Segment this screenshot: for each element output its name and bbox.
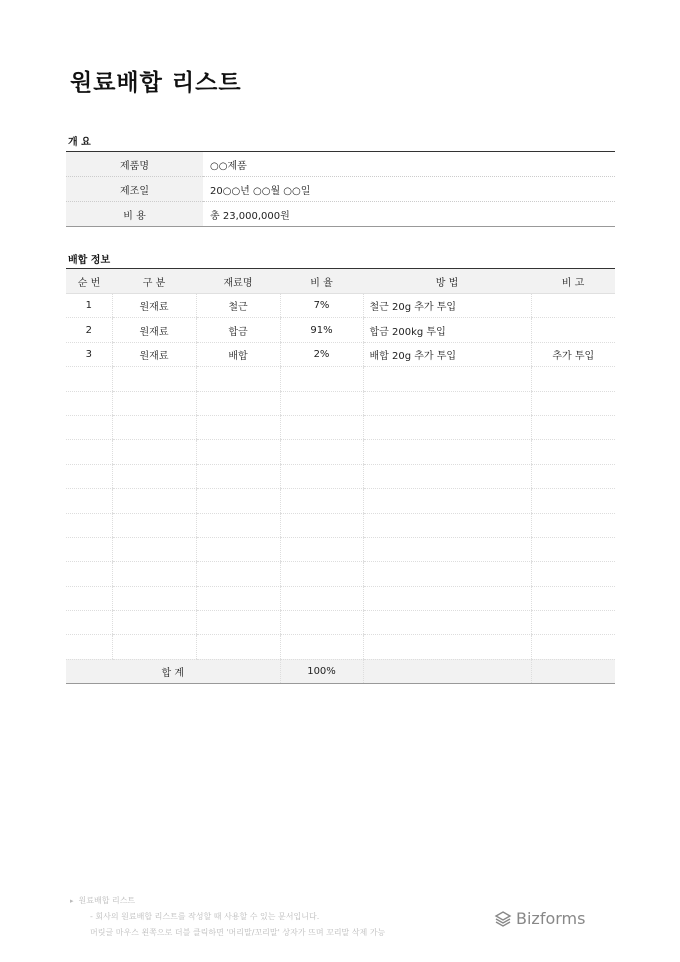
overview-section-title: 개 요 — [68, 137, 91, 148]
table-cell — [112, 537, 196, 561]
mix-header-row — [66, 269, 615, 294]
table-cell — [531, 562, 615, 586]
table-cell — [196, 464, 280, 488]
table-cell — [66, 415, 112, 439]
table-cell — [280, 562, 363, 586]
table-cell — [280, 464, 363, 488]
empty-table-row — [66, 464, 615, 488]
table-cell — [363, 415, 531, 439]
table-cell: 추가 투입 — [531, 342, 615, 366]
total-empty-cell — [531, 659, 615, 683]
table-cell — [196, 489, 280, 513]
stacked-layers-icon — [494, 910, 512, 928]
table-cell — [66, 635, 112, 659]
empty-table-row — [66, 415, 615, 439]
table-cell — [196, 586, 280, 610]
empty-table-row — [66, 391, 615, 415]
table-cell — [363, 489, 531, 513]
table-cell — [196, 440, 280, 464]
table-cell — [66, 537, 112, 561]
table-cell — [531, 489, 615, 513]
table-cell — [280, 440, 363, 464]
table-cell: 원재료 — [112, 294, 196, 318]
logo-text: Bizforms — [516, 909, 586, 928]
empty-table-row — [66, 635, 615, 659]
table-cell — [363, 562, 531, 586]
empty-table-row — [66, 367, 615, 391]
table-row — [66, 318, 615, 342]
footer-title — [70, 895, 135, 906]
empty-table-row — [66, 537, 615, 561]
table-cell — [112, 586, 196, 610]
empty-table-row — [66, 513, 615, 537]
table-cell — [196, 611, 280, 635]
footer-hint: 머릿글 마우스 왼쪽으로 더블 클릭하면 '머리말/꼬리말' 상자가 뜨며 꼬리말 삭제 가능 — [90, 928, 386, 937]
empty-table-row — [66, 586, 615, 610]
table-cell: 철근 20g 추가 투입 — [363, 294, 531, 318]
mix-table — [66, 268, 615, 684]
table-cell: 배합 20g 추가 투입 — [363, 342, 531, 366]
table-cell — [196, 537, 280, 561]
overview-row — [66, 177, 615, 202]
table-cell — [363, 611, 531, 635]
table-cell — [66, 367, 112, 391]
table-cell — [66, 464, 112, 488]
header-order: 순 번 — [66, 269, 112, 294]
table-cell — [363, 513, 531, 537]
table-cell — [531, 391, 615, 415]
table-cell — [112, 464, 196, 488]
table-cell — [112, 489, 196, 513]
table-cell — [531, 415, 615, 439]
table-cell — [196, 635, 280, 659]
overview-label: 제품명 — [66, 152, 203, 177]
overview-row — [66, 202, 615, 227]
table-cell — [531, 513, 615, 537]
total-label: 합 계 — [66, 659, 280, 683]
total-row — [66, 659, 615, 683]
table-cell — [196, 391, 280, 415]
table-cell — [66, 611, 112, 635]
overview-label: 제조일 — [66, 177, 203, 202]
table-cell — [280, 489, 363, 513]
table-cell — [363, 391, 531, 415]
table-cell — [66, 489, 112, 513]
table-cell — [363, 586, 531, 610]
table-cell — [196, 562, 280, 586]
table-cell — [531, 635, 615, 659]
table-cell — [531, 440, 615, 464]
table-cell: 7% — [280, 294, 363, 318]
table-cell: 합금 — [196, 318, 280, 342]
table-cell — [112, 611, 196, 635]
table-cell — [280, 611, 363, 635]
table-cell — [196, 513, 280, 537]
overview-value: 20○○년 ○○월 ○○일 — [203, 177, 615, 202]
table-cell — [112, 562, 196, 586]
empty-table-row — [66, 489, 615, 513]
table-cell — [112, 513, 196, 537]
table-cell — [280, 635, 363, 659]
empty-table-row — [66, 440, 615, 464]
table-cell — [196, 415, 280, 439]
table-cell — [280, 391, 363, 415]
table-cell — [66, 562, 112, 586]
table-cell — [112, 367, 196, 391]
table-row — [66, 294, 615, 318]
footer-desc: - 회사의 원료배합 리스트를 작성할 때 사용할 수 있는 문서입니다. — [90, 912, 320, 921]
table-cell — [531, 586, 615, 610]
table-cell: 원재료 — [112, 318, 196, 342]
table-cell — [363, 367, 531, 391]
table-cell: 배합 — [196, 342, 280, 366]
table-cell — [531, 611, 615, 635]
table-cell — [196, 367, 280, 391]
table-cell: 1 — [66, 294, 112, 318]
table-cell — [531, 537, 615, 561]
table-cell: 3 — [66, 342, 112, 366]
table-cell — [66, 586, 112, 610]
table-cell — [112, 415, 196, 439]
page-title: 원료배합 리스트 — [70, 70, 242, 96]
table-cell — [280, 537, 363, 561]
table-cell: 합금 200kg 투입 — [363, 318, 531, 342]
overview-row — [66, 152, 615, 177]
header-ratio: 비 율 — [280, 269, 363, 294]
table-cell — [363, 464, 531, 488]
table-cell — [66, 513, 112, 537]
table-cell — [531, 464, 615, 488]
overview-table — [66, 151, 615, 227]
header-method: 방 법 — [363, 269, 531, 294]
total-value: 100% — [280, 659, 363, 683]
table-cell: 철근 — [196, 294, 280, 318]
table-cell: 91% — [280, 318, 363, 342]
overview-value: ○○제품 — [203, 152, 615, 177]
header-material: 재료명 — [196, 269, 280, 294]
table-cell — [280, 415, 363, 439]
table-cell: 2% — [280, 342, 363, 366]
overview-value: 총 23,000,000원 — [210, 210, 290, 222]
triangle-bullet-icon: ▸ — [70, 897, 74, 905]
table-cell: 2 — [66, 318, 112, 342]
table-cell — [112, 391, 196, 415]
table-row — [66, 342, 615, 366]
header-category: 구 분 — [112, 269, 196, 294]
bizforms-logo — [494, 909, 585, 928]
table-cell — [280, 513, 363, 537]
table-cell — [363, 635, 531, 659]
table-cell: 원재료 — [112, 342, 196, 366]
overview-label: 비 용 — [66, 202, 203, 227]
table-cell — [531, 294, 615, 318]
empty-table-row — [66, 562, 615, 586]
header-note: 비 고 — [531, 269, 615, 294]
empty-table-row — [66, 611, 615, 635]
table-cell — [112, 635, 196, 659]
table-cell — [363, 537, 531, 561]
total-empty-cell — [363, 659, 531, 683]
footer-title-text: 원료배합 리스트 — [78, 896, 136, 905]
table-cell — [280, 586, 363, 610]
mix-section-title: 배합 정보 — [68, 255, 111, 266]
table-cell — [112, 440, 196, 464]
table-cell — [66, 391, 112, 415]
table-cell — [363, 440, 531, 464]
table-cell — [531, 367, 615, 391]
table-cell — [66, 440, 112, 464]
table-cell — [531, 318, 615, 342]
table-cell — [280, 367, 363, 391]
